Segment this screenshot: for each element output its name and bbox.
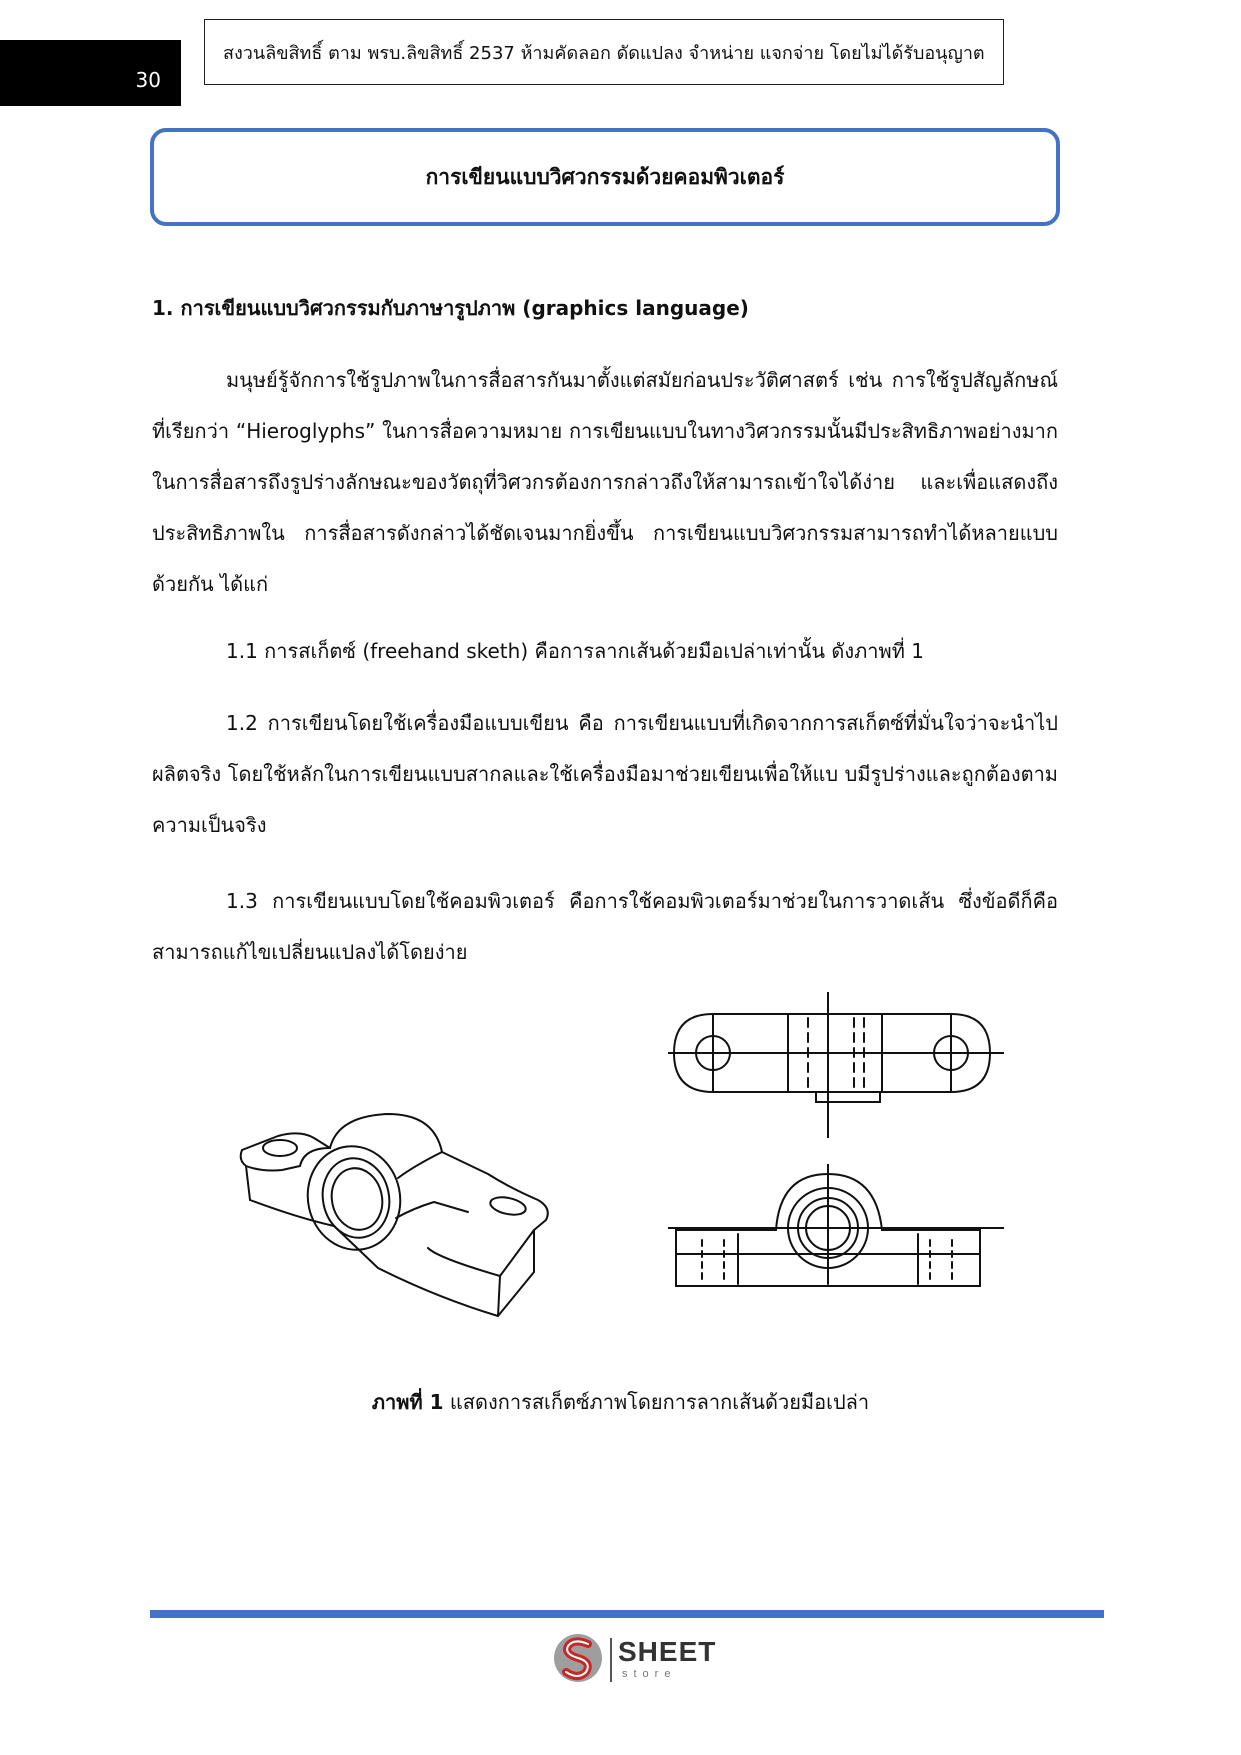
top-view-sketch-figure (668, 992, 1004, 1138)
page-number-tab (0, 40, 181, 106)
chapter-title: การเขียนแบบวิศวกรรมด้วยคอมพิวเตอร์ (425, 164, 785, 189)
copyright-notice (204, 19, 1004, 85)
item-1-3-paragraph: 1.3 การเขียนแบบโดยใช้คอมพิวเตอร์ คือการใช้คอมพิวเตอร์มาช่วยในการวาดเส้น ซึ่งข้อดีก็คือสามารถแก้ไขเปลี่ยนแปลงได้โดยง่าย (152, 889, 1058, 964)
intro-paragraph: มนุษย์รู้จักการใช้รูปภาพในการสื่อสารกันมาตั้งแต่สมัยก่อนประวัติศาสตร์ เช่น การใช้รูปสัญลักษณ์ ที่เรียกว่า “Hieroglyphs” ในการสื่อความหมาย การเขียนแบบในทางวิศวกรรมนั้นมีประสิทธิภาพอย่างมากในการสื่อสารถึงรูปร่างลักษณะของวัตถุที่วิศวกรต้องการกล่าวถึงให้สามารถเข้าใจได้ง่าย และเพื่อแสดงถึงประสิทธิภาพใน การสื่อสารดังกล่าวได้ชัดเจนมากยิ่งขึ้น การเขียนแบบวิศวกรรมสามารถทำได้หลายแบบด้วยกัน ได้แก่ (152, 368, 1058, 596)
sheet-store-logo (552, 1630, 732, 1688)
logo-subtext: store (622, 1668, 677, 1680)
figure-caption-label: ภาพที่ 1 (371, 1390, 444, 1414)
front-view-sketch-figure (668, 1164, 1004, 1310)
logo-wordmark: SHEET (618, 1636, 717, 1667)
sheet-store-s-icon (552, 1630, 604, 1686)
section-heading: 1. การเขียนแบบวิศวกรรมกับภาษารูปภาพ (graphics language) (152, 296, 749, 320)
isometric-sketch-figure (238, 1108, 572, 1320)
item-1-1-paragraph: 1.1 การสเก็ตซ์ (freehand sketh) คือการลากเส้นด้วยมือเปล่าเท่านั้น ดังภาพที่ 1 (226, 639, 924, 663)
item-1-2-paragraph: 1.2 การเขียนโดยใช้เครื่องมือแบบเขียน คือ การเขียนแบบที่เกิดจากการสเก็ตซ์ที่มั่นใจว่าจะนำไปผลิตจริง โดยใช้หลักในการเขียนแบบสากลและใช้เครื่องมือมาช่วยเขียนเพื่อให้แบ บมีรูปร่างและถูกต้องตามความเป็นจริง (152, 711, 1058, 837)
figure-caption (0, 1386, 1241, 1418)
copyright-text: สงวนลิขสิทธิ์ ตาม พรบ.ลิขสิทธิ์ 2537 ห้ามคัดลอก ดัดแปลง จำหน่าย แจกจ่าย โดยไม่ได้รับอนุญาต (223, 42, 985, 64)
footer-rule (150, 1610, 1104, 1618)
figure-caption-text: แสดงการสเก็ตซ์ภาพโดยการลากเส้นด้วยมือเปล่า (443, 1390, 870, 1414)
chapter-title-box (150, 128, 1060, 226)
logo-divider (610, 1638, 612, 1682)
page-number: 30 (135, 68, 161, 92)
